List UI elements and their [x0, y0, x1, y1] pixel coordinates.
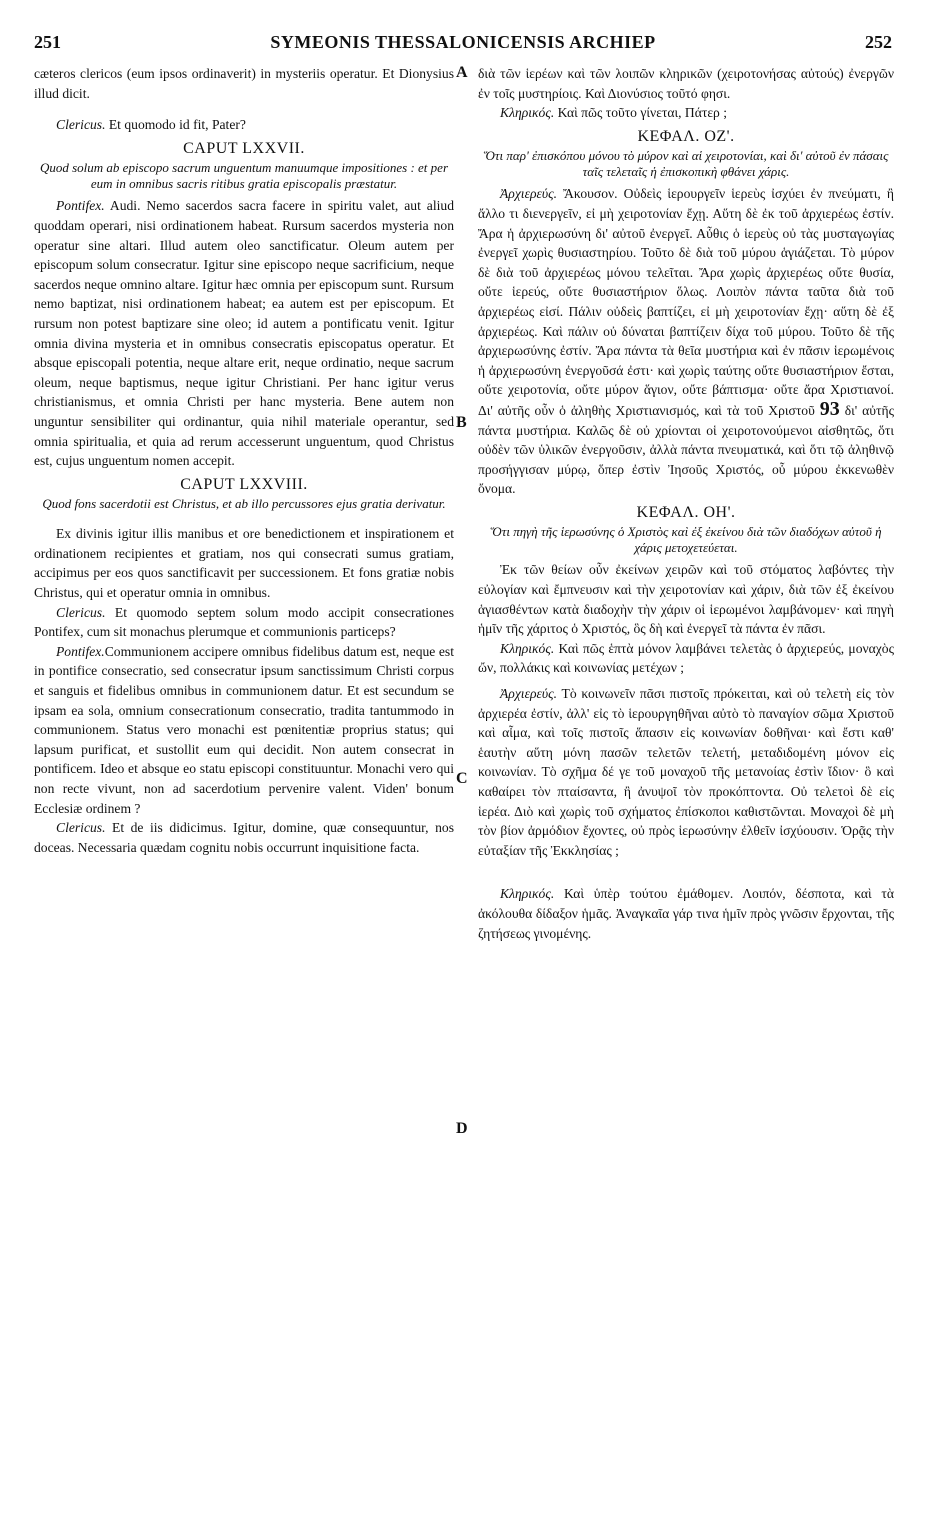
latin-dialogue: [34, 115, 454, 135]
latin-text: Et quomodo id fit, Pater?: [105, 117, 246, 133]
speaker-label: Pontifex.: [56, 198, 105, 214]
greek-text: Τὸ κοινωνεῖν πᾶσι πιστοῖς πρόκειται, καὶ οὐ τελετὴ εἰς τὸν ἀρχιερέα ἐστίν, ἀλλ' εἰς τὸ ἱερουργηθῆναι αὐτὸ τὸ παναγίον σῶμα Χριστοῦ καὶ αἷμα, καὶ τοῖς πιστοῖς ἅπασιν εἰς κοινωνίαν δοθῆναι· καὶ ἔστι καθ' ἑαυτὴν αὕτη μόνη πασῶν τελετῶν τελετή, μεταδιδομένη μόνον εἰς κοινωνίαν. Τὸ σχῆμα δέ γε τοῦ μοναχοῦ τῆς μετανοίας ἐστὶν ἴδιον· ὃ καὶ καθαίρει τὸν πταίσαντα, ἢ ἀνυψοῖ τὸν προκόπτοντα. Οὐ τελετοὶ δὲ εἰς ἱερέα. Διὸ καὶ χωρὶς τοῦ σχήματος ἐπίσκοποι καθιστῶνται. Μοναχοὶ δὲ μὴ τὸν βίον ἀρμόδιον ἔχοντες, οὐ πρὸς ἱερωσύνην ἐλθεῖν ἰσχύουσιν. Ὁρᾷς τὴν εὐταξίαν τῆς Ἐκκλησίας ;: [478, 686, 894, 858]
latin-text: Et quomodo septem solum modo accipit consecrationes Pontifex, cum sit monachus plerumque et communionis particeps?: [34, 604, 454, 640]
greek-text: Καὶ πῶς ἑπτὰ μόνον λαμβάνει τελετὰς ὁ ἀρχιερεύς, μοναχὸς ὤν, πολλάκις καὶ κοινωνίας μετέχων ;: [478, 640, 894, 676]
speaker-label: Κληρικός.: [500, 640, 555, 656]
page-number-right: 252: [865, 32, 892, 52]
latin-dialogue: [34, 642, 454, 818]
column-number: 93: [819, 397, 840, 420]
margin-marker-b: B: [456, 414, 467, 431]
chapter-heading: ΚΕΦΑΛ. ΟΗ'.: [636, 503, 736, 521]
chapter-heading: CAPUT LXXVIII.: [180, 475, 308, 493]
latin-paragraph: cæteros clericos (eum ipsos ordinaverit) in mysteriis operatur. Et Dionysius illud dicit.: [34, 66, 454, 101]
chapter-heading: CAPUT LXXVII.: [183, 139, 305, 157]
speaker-label: Clericus.: [56, 117, 106, 133]
latin-text: Audi. Nemo sacerdos sacra facere in spiritu valet, aut aliud quoddam operari, nisi ordinationem habeat. Rursum sacerdos mysteria non operatur sine altari. Illud autem oleo sanctificatur. Oleum autem per episcopum solum consecratur. Igitur sine episcopo neque sacrificium, neque sacerdos neque omnino altare. Igitur hæc omnia per episcopum sunt. Rursum nemo baptizat, nisi ordinationem habeat; ea autem est per episcopum. Et rursum non potest baptizare sine oleo; id autem a pontificatu venit. Igitur omnia divina mysteria et in omnibus consecratis episcopatus operatur. Et absque episcopali potentia, neque altare erit, neque ordinatio, neque sacrum oleum, neque baptismus, neque igitur Christiani. Per hanc igitur verus christianismus, et omnia Christi per hanc mysteria. Bene autem non unguntur sensibiliter qui ordinantur, quia nihil materiale operantur, sed omnia spiritualia, et quia ad rerum accesserunt unguentum, quod Christus est, cujus unguentum nomen accepit.: [34, 198, 454, 469]
latin-dialogue: [34, 603, 454, 642]
chapter-heading: ΚΕΦΑΛ. ΟΖ'.: [637, 127, 735, 145]
page-header: [34, 32, 892, 58]
running-title: SYMEONIS THESSALONICENSIS ARCHIEP: [270, 32, 656, 52]
chapter-summary: Ὅτι πηγὴ τῆς ἱερωσύνης ὁ Χριστὸς καὶ ἐξ ἐκείνου διὰ τῶν διαδόχων αὐτοῦ ἡ χάρις μετοχετεύεται.: [490, 524, 882, 556]
greek-dialogue: [478, 684, 894, 860]
greek-text: δι' αὐτῆς πάντα μυστήρια. Καλῶς δὲ οὐ χρίονται οἱ χειροτονούμενοι αἰσθητῶς, ὅτι οὐδὲν τῶν ὑλικῶν ἐνεργοῦσιν, ἀλλὰ πάντα πνευματικά, καὶ ὅτι τῷ ἀληθινῷ προσήγγισαν μύρῳ, ὅπερ ἐστὶν Ἰησοῦς Χριστός, οὗ μύρου ἐκκενωθὲν ὄνομα.: [478, 402, 894, 497]
latin-paragraph: Ex divinis igitur illis manibus et ore benedictionem et inspirationem et ordinationem recipientes et gratiam, nos qui consecrati sumus gratiam, accipimus per eos quos sanctificavit per successionem. Et fons gratiæ nobis Christus, qui et operatur omnia in omnibus.: [34, 526, 454, 601]
greek-dialogue: [478, 184, 894, 499]
greek-column: [478, 64, 894, 943]
latin-dialogue: [34, 818, 454, 857]
margin-marker-c: C: [456, 770, 468, 787]
speaker-label: Ἀρχιερεύς.: [500, 686, 557, 702]
chapter-summary: Ὅτι παρ' ἐπισκόπου μόνου τὸ μύρον καὶ αἱ χειροτονίαι, καὶ δι' αὐτοῦ ἐν πάσαις ταῖς τελεταῖς ἡ ἐπισκοπικὴ φθάνει χάρις.: [483, 148, 889, 180]
page-number-left: 251: [34, 32, 61, 52]
chapter-summary: Quod solum ab episcopo sacrum unguentum manuumque impositiones : et per eum in omnibus sacris ritibus gratia episcopalis præstatur.: [39, 160, 448, 192]
margin-marker-a: A: [456, 64, 468, 81]
latin-column: [34, 64, 454, 857]
latin-text: Communionem accipere omnibus fidelibus datum est, neque est in pontifice consecratio, sed consecratur ipsum sanctissimum Christi corpus et sanguis et fidelibus omnibus in communionem datur. Et est secundum se ipsam ea sola, omnium consecrationum consecratio, tradita tantummodo in communionem. Status vero monachi est pœnitentiæ proprius status; qui lapsum purificat, et sustollit eum qui decidit. Non autem consecrat in pontificem. Ideo et absque eo statu episcopi constituuntur. Monachi vero qui non recte vivunt, non ad sacerdotium pervenire valent. Viden' bonum Ecclesiæ ordinem ?: [34, 643, 454, 816]
speaker-label: Ἀρχιερεύς.: [500, 186, 557, 202]
speaker-label: Clericus.: [56, 604, 106, 620]
greek-text: Καὶ ὑπὲρ τούτου ἐμάθομεν. Λοιπόν, δέσποτα, καὶ τὰ ἀκόλουθα δίδαξον ἡμᾶς. Ἀναγκαῖα γάρ τινα ἡμῖν πρὸς γνῶσιν ἔρχονται, τῆς ζητήσεως γινομένης.: [478, 886, 894, 941]
greek-dialogue: [478, 884, 894, 943]
greek-text: Ἄκουσον. Οὐδεὶς ἱερουργεῖν ἱερεὺς ἰσχύει ἐν πνεύματι, ἢ ἄλλο τι διενεργεῖν, εἰ μὴ χειροτονίαν ἔχῃ. Αὕτη δὲ ἐκ τοῦ ἀρχιερέως ἐστίν. Ἄρα ἡ ἀρχιερωσύνη δι' αὐτοῦ ἐνεργεῖ. Αὖθις ὁ ἱερεὺς οὐ τὰς μυσταγωγίας ἐνεργεῖ χωρὶς θυσιαστηρίου. Τοῦτο δὲ διὰ τοῦ μύρου ἁγιάζεται. Τὸ μύρον δὲ διὰ τοῦ ἀρχιερέως μόνου τελεῖται. Ἄρα χωρὶς ἀρχιερέως οὔτε θυσία, οὔτε ἱερεύς, οὔτε θυσιαστήριον ὅλως. Λοιπὸν πάντα ταῦτα διὰ τοῦ ἀρχιερέως εἰσί. Πάλιν οὐδεὶς βαπτίζει, εἰ μὴ χειροτονίαν ἔχῃ· αὕτη δὲ ἐξ ἀρχιερέως. Καὶ πάλιν οὐ δύναται βαπτίζειν δίχα τοῦ μύρου. Τοῦτο δὲ τῆς ἀρχιερωσύνης ἐστίν. Ἄρα πάντα τὰ θεῖα μυστήρια καὶ ἐν πᾶσιν ἱερωμένοις ἡ ἀρχιερωσύνη ἐνεργοῦσά ἐστι· καὶ χωρὶς ταύτης οὔτε θυσιαστήριον ἔσται, οὔτε χειροτονία, οὔτε μύρον ἅγιον, οὔτε βάπτισμα· οὔτε ἄρα Χριστιανοί. Δι' αὐτῆς οὖν ὁ ἀληθὴς Χριστιανισμός, καὶ τὰ τοῦ Χριστοῦ: [478, 186, 894, 418]
margin-marker-d: D: [456, 1120, 468, 1137]
speaker-label: Κληρικός.: [500, 105, 555, 121]
speaker-label: Κληρικός.: [500, 886, 555, 902]
greek-paragraph: διὰ τῶν ἱερέων καὶ τῶν λοιπῶν κληρικῶν (χειροτονήσας αὐτούς) ἐνεργῶν ἐν τοῖς μυστηρίοις. Καὶ Διονύσιος τοῦτό φησι.: [478, 66, 894, 101]
greek-dialogue: [478, 639, 894, 678]
greek-dialogue: [478, 103, 894, 123]
latin-text: Et de iis didicimus. Igitur, domine, quæ consequuntur, nos doceas. Necessaria quædam cognitu nobis occurrunt inquisitione facta.: [34, 820, 454, 855]
chapter-summary: Quod fons sacerdotii est Christus, et ab illo percussores ejus gratia derivatur.: [42, 496, 446, 512]
latin-dialogue: [34, 196, 454, 470]
speaker-label: Clericus.: [56, 820, 106, 836]
speaker-label: Pontifex.: [56, 643, 105, 659]
greek-text: Καὶ πῶς τοῦτο γίνεται, Πάτερ ;: [554, 105, 728, 121]
greek-paragraph: Ἐκ τῶν θείων οὖν ἐκείνων χειρῶν καὶ τοῦ στόματος λαβόντες τὴν εὐλογίαν καὶ ἔμπνευσιν καὶ τὴν χειροτονίαν καὶ χάριν, διὰ τῶν ἐξ ἐκείνου ἁγιασθέντων κατὰ διαδοχὴν τὴν χάριν οἱ ἱερωμένοι λαμβάνομεν· καὶ πηγὴ ἡμῖν τῆς χάριτος ὁ Χριστός, ὃς δὴ καὶ ἐνεργεῖ τὰ πάντα ἐν πᾶσι.: [478, 562, 894, 637]
